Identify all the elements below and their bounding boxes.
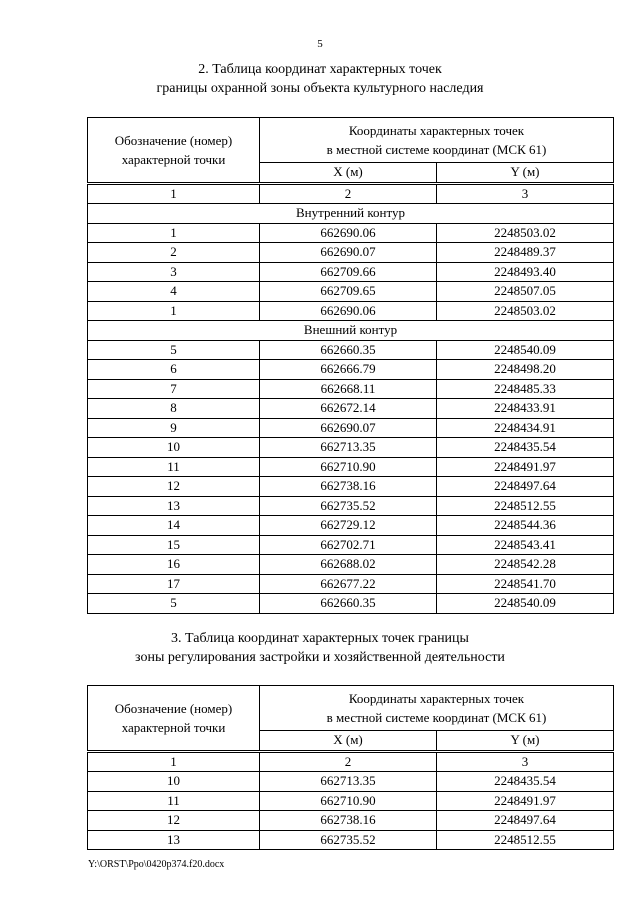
table-row [88,477,614,497]
coordinates-table-regulation-zone [87,685,614,850]
table-row [88,301,614,321]
x-coordinate: 662709.65 [260,282,437,302]
y-coordinate: 2248497.64 [437,477,614,497]
x-coordinate: 662690.07 [260,243,437,263]
column-numbering-row [88,751,614,772]
y-coordinate: 2248512.55 [437,830,614,850]
y-coordinate: 2248540.09 [437,340,614,360]
point-number: 7 [88,379,260,399]
point-number: 10 [88,438,260,458]
x-coordinate: 662709.66 [260,262,437,282]
x-coordinate: 662729.12 [260,516,437,536]
y-coordinate: 2248434.91 [437,418,614,438]
x-coordinate: 662713.35 [260,438,437,458]
x-coordinate: 662710.90 [260,457,437,477]
table-row [88,457,614,477]
section-title: Внутренний контур [88,204,614,224]
table2-caption [0,629,640,667]
column-numbering-row [88,183,614,204]
table-row [88,535,614,555]
header-coords-line-2: в местной системе координат (МСК 61) [326,710,547,725]
y-coordinate: 2248489.37 [437,243,614,263]
point-number: 8 [88,399,260,419]
x-coordinate: 662702.71 [260,535,437,555]
table-row [88,594,614,614]
point-number: 9 [88,418,260,438]
header-point-designation [88,118,260,184]
file-path-footer: Y:\ORST\Ppo\0420p374.f20.docx [88,859,225,870]
table1-body [88,183,614,613]
y-coordinate: 2248542.28 [437,555,614,575]
table-row [88,399,614,419]
y-coordinate: 2248512.55 [437,496,614,516]
y-coordinate: 2248543.41 [437,535,614,555]
y-coordinate: 2248498.20 [437,360,614,380]
y-coordinate: 2248433.91 [437,399,614,419]
header-coordinates [260,686,614,731]
point-number: 13 [88,496,260,516]
table-row [88,340,614,360]
header-coords-line-1: Координаты характерных точек [348,691,525,706]
table-row [88,496,614,516]
x-coordinate: 662710.90 [260,791,437,811]
table-row [88,223,614,243]
x-coordinate: 662677.22 [260,574,437,594]
table-row [88,379,614,399]
y-coordinate: 2248503.02 [437,223,614,243]
x-coordinate: 662713.35 [260,772,437,792]
table-row [88,772,614,792]
section-title: Внешний контур [88,321,614,341]
x-coordinate: 662738.16 [260,811,437,831]
table2-caption-line-2: зоны регулирования застройки и хозяйственной деятельности [135,650,505,665]
column-number: 2 [260,183,437,204]
header-coords-line-1: Координаты характерных точек [348,123,525,138]
header-y: Y (м) [437,731,614,752]
column-number: 3 [437,183,614,204]
y-coordinate: 2248435.54 [437,438,614,458]
y-coordinate: 2248491.97 [437,457,614,477]
column-number: 2 [260,751,437,772]
point-number: 3 [88,262,260,282]
point-number: 2 [88,243,260,263]
y-coordinate: 2248435.54 [437,772,614,792]
point-number: 11 [88,791,260,811]
y-coordinate: 2248541.70 [437,574,614,594]
x-coordinate: 662690.06 [260,223,437,243]
point-number: 1 [88,223,260,243]
point-number: 6 [88,360,260,380]
y-coordinate: 2248491.97 [437,791,614,811]
table2-body [88,751,614,850]
point-number: 17 [88,574,260,594]
section-row [88,321,614,341]
header-point-line-2: характерной точки [121,151,226,167]
point-number: 10 [88,772,260,792]
x-coordinate: 662666.79 [260,360,437,380]
y-coordinate: 2248507.05 [437,282,614,302]
y-coordinate: 2248540.09 [437,594,614,614]
table2-caption-line-1: 3. Таблица координат характерных точек границы [171,631,469,646]
table-row [88,438,614,458]
y-coordinate: 2248497.64 [437,811,614,831]
x-coordinate: 662660.35 [260,594,437,614]
point-number: 15 [88,535,260,555]
point-number: 11 [88,457,260,477]
table-row [88,791,614,811]
table-row [88,418,614,438]
table-row [88,574,614,594]
x-coordinate: 662660.35 [260,340,437,360]
table-row [88,243,614,263]
table-row [88,282,614,302]
x-coordinate: 662690.06 [260,301,437,321]
x-coordinate: 662690.07 [260,418,437,438]
y-coordinate: 2248493.40 [437,262,614,282]
table1-caption-line-1: 2. Таблица координат характерных точек [198,62,442,77]
x-coordinate: 662668.11 [260,379,437,399]
table-row [88,811,614,831]
header-y: Y (м) [437,163,614,184]
table-row [88,516,614,536]
x-coordinate: 662738.16 [260,477,437,497]
x-coordinate: 662672.14 [260,399,437,419]
point-number: 12 [88,811,260,831]
header-x: X (м) [260,731,437,752]
header-point-line-1: Обозначение (номер) [114,700,233,716]
table-row [88,262,614,282]
header-point-line-1: Обозначение (номер) [114,132,233,148]
table-row [88,830,614,850]
header-coords-line-2: в местной системе координат (МСК 61) [326,142,547,157]
y-coordinate: 2248544.36 [437,516,614,536]
table1-caption [0,60,640,98]
header-x: X (м) [260,163,437,184]
table-row [88,555,614,575]
column-number: 1 [88,183,260,204]
y-coordinate: 2248485.33 [437,379,614,399]
point-number: 13 [88,830,260,850]
x-coordinate: 662735.52 [260,496,437,516]
x-coordinate: 662688.02 [260,555,437,575]
point-number: 1 [88,301,260,321]
header-point-designation [88,686,260,752]
y-coordinate: 2248503.02 [437,301,614,321]
column-number: 3 [437,751,614,772]
coordinates-table-protection-zone [87,117,614,614]
table1-caption-line-2: границы охранной зоны объекта культурного наследия [156,81,484,96]
point-number: 14 [88,516,260,536]
table-row [88,360,614,380]
column-number: 1 [88,751,260,772]
point-number: 16 [88,555,260,575]
x-coordinate: 662735.52 [260,830,437,850]
page-number: 5 [317,38,323,50]
section-row [88,204,614,224]
point-number: 5 [88,340,260,360]
point-number: 5 [88,594,260,614]
header-coordinates [260,118,614,163]
point-number: 12 [88,477,260,497]
header-point-line-2: характерной точки [121,719,226,735]
point-number: 4 [88,282,260,302]
